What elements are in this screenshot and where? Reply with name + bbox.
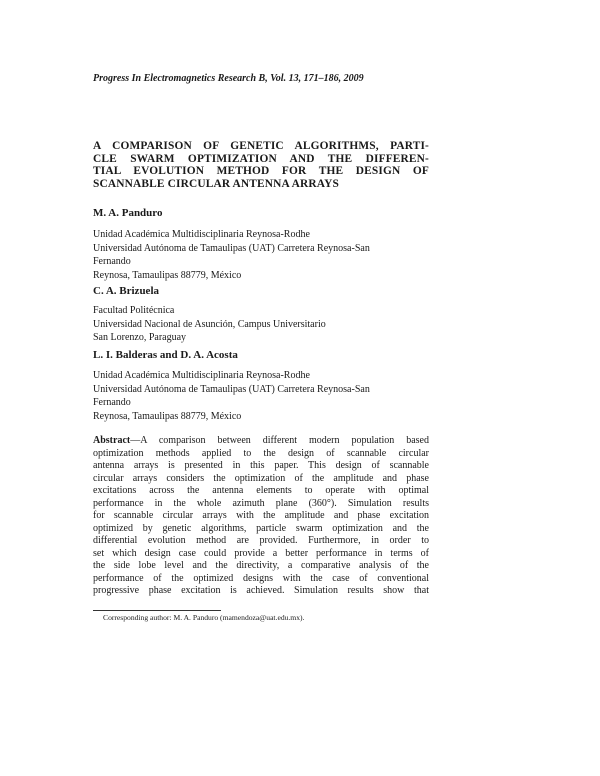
- footnote-rule: [93, 610, 221, 611]
- affiliation-line: Facultad Politécnica: [93, 305, 175, 316]
- abstract-line: performance of the optimized designs with the case of conventional: [93, 572, 429, 584]
- title-line: CLE SWARM OPTIMIZATION AND THE DIFFEREN-: [93, 152, 429, 165]
- affiliation-line: Fernando: [93, 397, 131, 409]
- affiliation-line: Fernando: [93, 256, 131, 268]
- title-line: A COMPARISON OF GENETIC ALGORITHMS, PARTI-: [93, 140, 429, 152]
- affiliation-line: San Lorenzo, Paraguay: [93, 332, 187, 344]
- abstract-line: performance in the whole azimuth plane (360°). Simulation results: [93, 497, 429, 509]
- abstract-line: for scannable circular arrays with the amplitude and phase excitation: [93, 510, 429, 521]
- title-line: SCANNABLE CIRCULAR ANTENNA ARRAYS: [93, 177, 339, 190]
- author-name: L. I. Balderas and D. A. Acosta: [93, 349, 238, 361]
- affiliation-line: Universidad Autónoma de Tamaulipas (UAT) Carretera Reynosa-San: [93, 242, 370, 254]
- abstract-line: [93, 435, 429, 448]
- abstract-line: antenna arrays is presented in this paper. This design of scannable: [93, 460, 429, 471]
- affiliation-line: Reynosa, Tamaulipas 88779, México: [93, 410, 242, 422]
- abstract-first-line: —A comparison between different modern population based: [130, 435, 429, 446]
- affiliation-line: Unidad Académica Multidisciplinaria Reynosa-Rodhe: [93, 370, 310, 381]
- journal-header: Progress In Electromagnetics Research B, Vol. 13, 171–186, 2009: [93, 73, 364, 84]
- author-affiliation: [93, 228, 433, 282]
- affiliation-line: Unidad Académica Multidisciplinaria Reynosa-Rodhe: [93, 229, 310, 240]
- abstract-label: Abstract: [93, 435, 131, 446]
- title-line: TIAL EVOLUTION METHOD FOR THE DESIGN OF: [93, 165, 429, 178]
- affiliation-line: Reynosa, Tamaulipas 88779, México: [93, 269, 242, 281]
- affiliation-line: Universidad Autónoma de Tamaulipas (UAT) Carretera Reynosa-San: [93, 383, 370, 395]
- abstract-line: optimized by genetic algorithms, particle swarm optimization and the: [93, 522, 429, 534]
- abstract-line: circular arrays considers the optimization of the amplitude and phase: [93, 472, 429, 484]
- author-name: C. A. Brizuela: [93, 285, 159, 297]
- abstract: [93, 435, 429, 598]
- footnote-text: Corresponding author: M. A. Panduro (mamendoza@uat.edu.mx).: [103, 613, 305, 622]
- footnote: [93, 613, 433, 623]
- author-affiliation: [93, 369, 433, 423]
- abstract-line: optimization methods applied to the design of scannable circular: [93, 447, 429, 459]
- abstract-line: the side lobe level and the directivity, a comparative analysis of the: [93, 560, 429, 571]
- abstract-line: set which design case could provide a better performance in terms of: [93, 547, 429, 559]
- abstract-line: differential evolution method are provided. Furthermore, in order to: [93, 535, 429, 546]
- author-name: M. A. Panduro: [93, 207, 163, 219]
- author-affiliation: [93, 304, 433, 345]
- affiliation-line: Universidad Nacional de Asunción, Campus Universitario: [93, 318, 326, 330]
- abstract-line: progressive phase excitation is achieved. Simulation results show that: [93, 585, 429, 596]
- paper-title: [93, 140, 429, 190]
- abstract-line: excitations across the antenna elements to operate with optimal: [93, 485, 429, 496]
